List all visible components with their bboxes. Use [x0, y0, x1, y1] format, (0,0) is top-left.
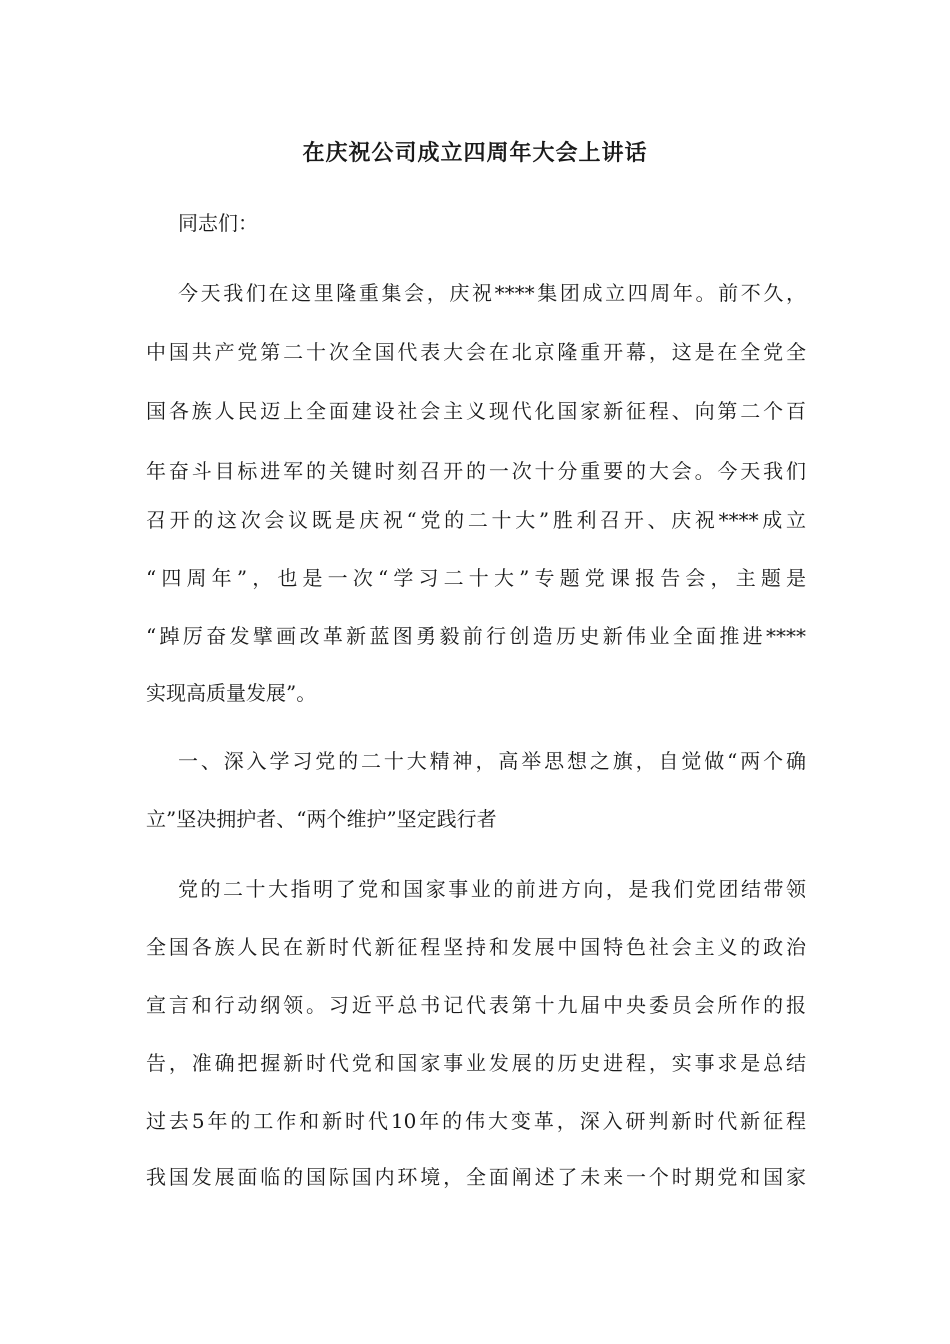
paragraph-1-line: 召开的这次会议既是庆祝“党的二十大”胜利召开、庆祝****成立: [146, 508, 806, 532]
paragraph-3-line: 告，准确把握新时代党和国家事业发展的历史进程，实事求是总结: [146, 1051, 806, 1075]
paragraph-1-line: 实现高质量发展”。: [146, 681, 317, 705]
paragraph-3-line: 全国各族人民在新时代新征程坚持和发展中国特色社会主义的政治: [146, 935, 806, 959]
paragraph-3-line: 宣言和行动纲领。习近平总书记代表第十九届中央委员会所作的报: [146, 993, 806, 1017]
paragraph-3-line: 党的二十大指明了党和国家事业的前进方向，是我们党团结带领: [178, 877, 806, 901]
paragraph-3-line: 我国发展面临的国际国内环境，全面阐述了未来一个时期党和国家: [146, 1165, 806, 1189]
section-heading-line: 立”坚决拥护者、“两个维护”坚定践行者: [146, 807, 497, 831]
paragraph-1-line: “踔厉奋发擘画改革新蓝图勇毅前行创造历史新伟业全面推进****: [146, 624, 806, 648]
salutation: 同志们：: [178, 211, 258, 235]
document-title: 在庆祝公司成立四周年大会上讲话: [302, 140, 648, 166]
paragraph-1-line: 今天我们在这里隆重集会，庆祝****集团成立四周年。前不久，: [178, 281, 806, 305]
paragraph-1-line: 国各族人民迈上全面建设社会主义现代化国家新征程、向第二个百: [146, 399, 806, 423]
paragraph-1-line: 中国共产党第二十次全国代表大会在北京隆重开幕，这是在全党全: [146, 340, 806, 364]
section-heading-line: 一、深入学习党的二十大精神，高举思想之旗，自觉做“两个确: [178, 749, 806, 773]
paragraph-1-line: “四周年”，也是一次“学习二十大”专题党课报告会，主题是: [146, 566, 806, 590]
paragraph-1-line: 年奋斗目标进军的关键时刻召开的一次十分重要的大会。今天我们: [146, 459, 806, 483]
paragraph-3-line: 过去5年的工作和新时代10年的伟大变革，深入研判新时代新征程: [146, 1109, 806, 1133]
